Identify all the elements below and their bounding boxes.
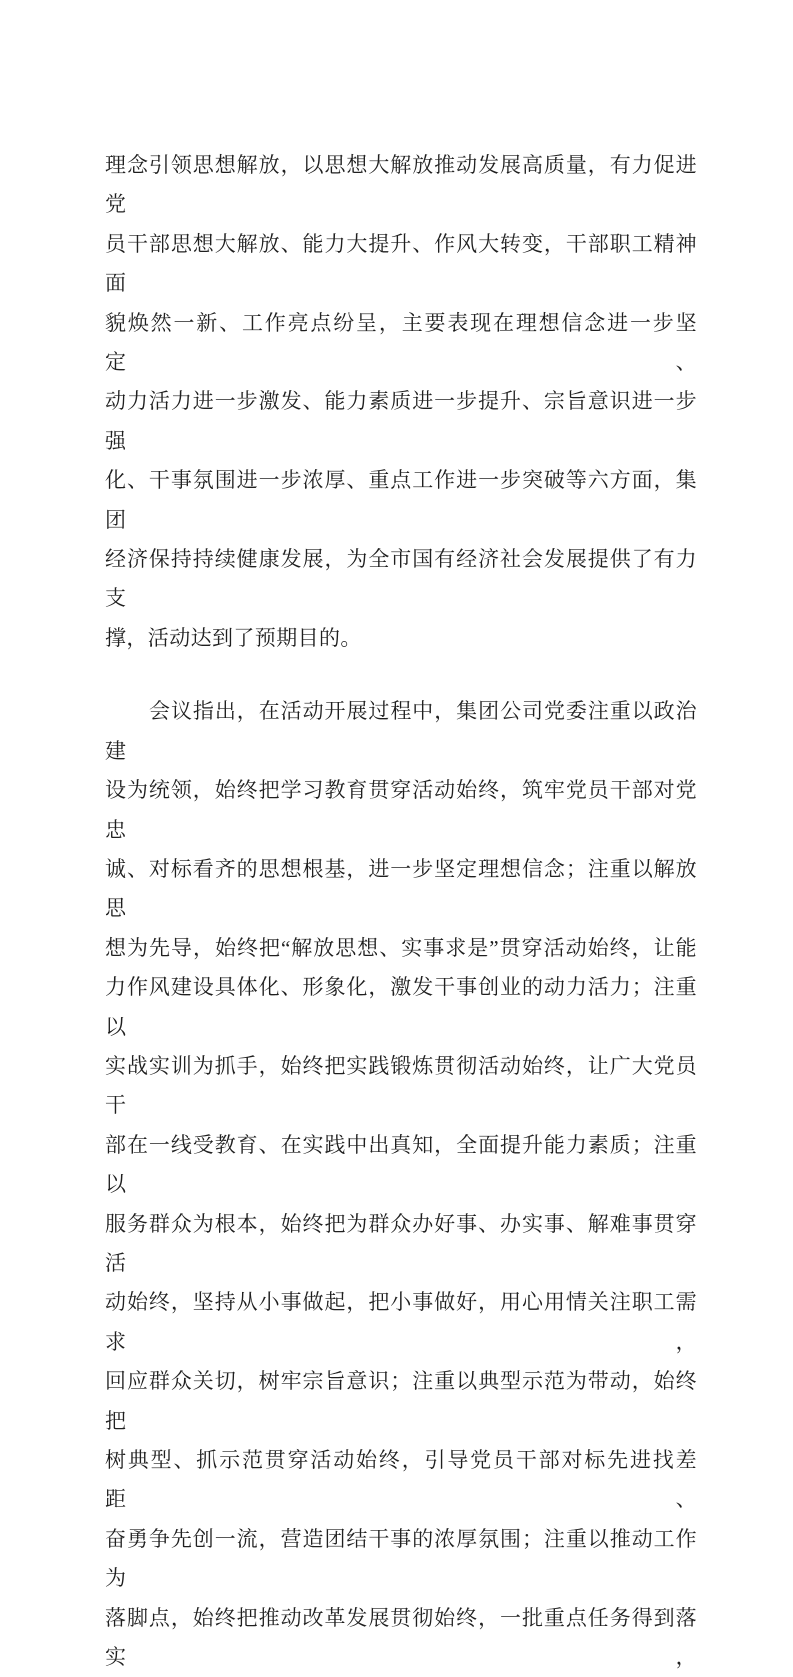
- text-line: 树典型、抓示范贯穿活动始终，引导党员干部对标先进找差距、: [105, 1448, 697, 1512]
- text-line: 会议指出，在活动开展过程中，集团公司党委注重以政治建: [105, 699, 697, 763]
- text-line: 部在一线受教育、在实践中出真知，全面提升能力素质；注重以: [105, 1132, 697, 1197]
- text-line: 回应群众关切，树牢宗旨意识；注重以典型示范为带动，始终把: [105, 1369, 697, 1433]
- text-line: 想为先导，始终把“解放思想、实事求是”贯穿活动始终，让能: [105, 935, 697, 960]
- text-line: 貌焕然一新、工作亮点纷呈，主要表现在理想信念进一步坚定、: [105, 310, 697, 375]
- document-body: [105, 146, 697, 1677]
- text-line: 动力活力进一步激发、能力素质进一步提升、宗旨意识进一步强: [105, 389, 697, 453]
- text-line: 经济保持持续健康发展，为全市国有经济社会发展提供了有力支: [105, 547, 697, 611]
- text-line: 奋勇争先创一流，营造团结干事的浓厚氛围；注重以推动工作为: [105, 1526, 697, 1591]
- text-line: 服务群众为根本，始终把为群众办好事、办实事、解难事贯穿活: [105, 1211, 697, 1275]
- text-line: 员干部思想大解放、能力大提升、作风大转变，干部职工精神面: [105, 231, 697, 296]
- text-line: 设为统领，始终把学习教育贯穿活动始终，筑牢党员干部对党忠: [105, 778, 697, 842]
- text-line: 动始终，坚持从小事做起，把小事做好，用心用情关注职工需求，: [105, 1290, 697, 1354]
- text-line: 诚、对标看齐的思想根基，进一步坚定理想信念；注重以解放思: [105, 856, 697, 921]
- paragraph: [105, 692, 697, 1677]
- text-line: 化、干事氛围进一步浓厚、重点工作进一步突破等六方面，集团: [105, 468, 697, 532]
- text-line: 撑，活动达到了预期目的。: [105, 625, 362, 650]
- text-line: 力作风建设具体化、形象化，激发干事创业的动力活力；注重以: [105, 975, 697, 1039]
- paragraph: [105, 146, 697, 658]
- text-line: 落脚点，始终把推动改革发展贯彻始终，一批重点任务得到落实，: [105, 1605, 697, 1670]
- text-line: 实战实训为抓手，始终把实践锻炼贯彻活动始终，让广大党员干: [105, 1053, 697, 1118]
- text-line: 理念引领思想解放，以思想大解放推动发展高质量，有力促进党: [105, 153, 697, 217]
